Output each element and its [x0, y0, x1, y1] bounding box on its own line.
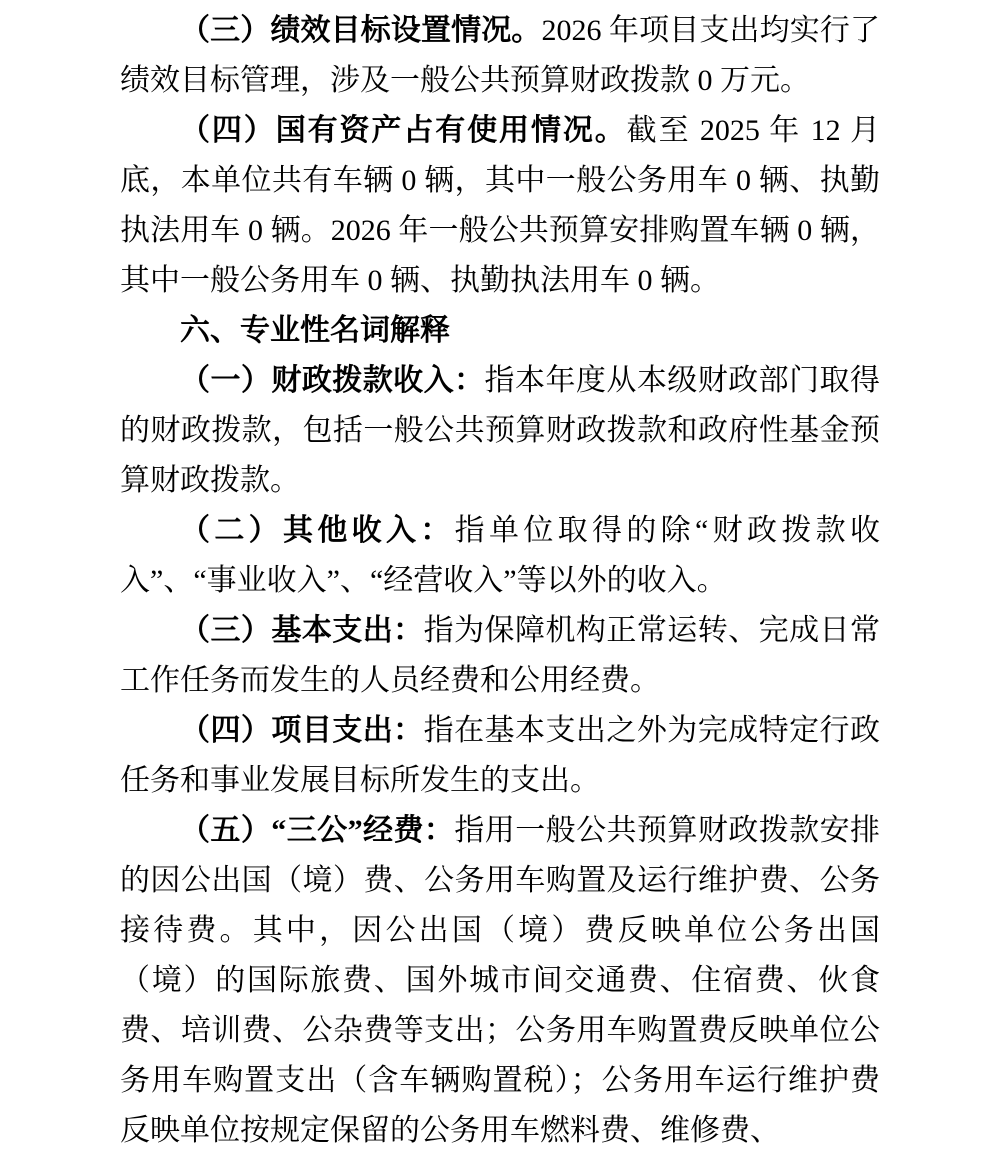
- paragraph-term-project-expenditure: [120, 706, 880, 806]
- paragraph-lead: （四）国有资产占有使用情况。: [180, 114, 627, 147]
- paragraph-text: 截至 2025 年 12 月底，本单位共有车辆 0 辆，其中一般公务用车 0 辆、执勤执法用车 0 辆。2026 年一般公共预算安排购置车辆 0 辆，其中一般公务用车 0 辆、执勤执法用车 0 辆。: [120, 114, 881, 297]
- paragraph-performance-goals: [120, 6, 880, 106]
- section-heading-terms: 六、专业性名词解释: [180, 314, 450, 347]
- paragraph-term-other-income: [120, 506, 880, 606]
- paragraph-lead: （二）其他收入：: [180, 514, 455, 547]
- paragraph-lead: （五）“三公”经费：: [180, 814, 455, 847]
- paragraph-term-basic-expenditure: [120, 606, 880, 706]
- paragraph-lead: （一）财政拨款收入：: [180, 364, 485, 397]
- paragraph-lead: （三）基本支出：: [180, 614, 424, 647]
- paragraph-state-assets: [120, 106, 880, 306]
- paragraph-text: 指单位取得的除“财政拨款收入”、“事业收入”、“经营收入”等以外的收入。: [120, 514, 880, 597]
- paragraph-text: 指在基本支出之外为完成特定行政任务和事业发展目标所发生的支出。: [120, 714, 881, 797]
- paragraph-text: 2026 年项目支出均实行了绩效目标管理，涉及一般公共预算财政拨款 0 万元。: [120, 14, 881, 97]
- paragraph-text: 指本年度从本级财政部门取得的财政拨款，包括一般公共预算财政拨款和政府性基金预算财政拨款。: [120, 364, 881, 497]
- paragraph-lead: （四）项目支出：: [180, 714, 424, 747]
- paragraph-lead: （三）绩效目标设置情况。: [180, 14, 542, 47]
- paragraph-term-fiscal-appropriation-income: [120, 356, 880, 506]
- paragraph-term-three-public-expenses: [120, 806, 880, 1156]
- paragraph-text: 指为保障机构正常运转、完成日常工作任务而发生的人员经费和公用经费。: [120, 614, 881, 697]
- paragraph-text: 指用一般公共预算财政拨款安排的因公出国（境）费、公务用车购置及运行维护费、公务接待费。其中，因公出国（境）费反映单位公务出国（境）的国际旅费、国外城市间交通费、住宿费、伙食费、培训费、公杂费等支出；公务用车购置费反映单位公务用车购置支出（含车辆购置税）；公务用车运行维护费反映单位按规定保留的公务用车燃料费、维修费、: [120, 814, 881, 1147]
